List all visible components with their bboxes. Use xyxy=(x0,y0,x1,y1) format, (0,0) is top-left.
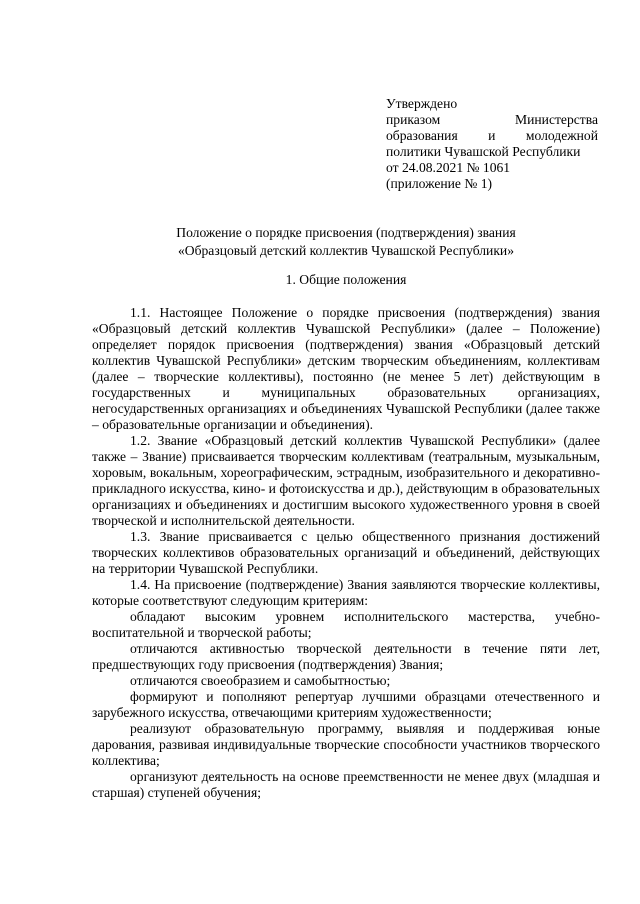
paragraph: 1.1. Настоящее Положение о порядке присвоения (подтверждения) звания «Образцовый детский коллектив Чувашской Республики» (далее – Положение) определяет порядок присвоения (подтверждения) звания «Образцовый детский коллектив Чувашской Республики» детским творческим объединениям, коллективам (далее – творческие коллективы), постоянно (не менее 5 лет) действующим в государственных и муниципальных образовательных организациях, негосударственных организациях и объединениях Чувашской Республики (далее также – образовательные организации и объединения). xyxy=(92,305,600,432)
document-title xyxy=(92,224,600,260)
paragraph: 1.4. На присвоение (подтверждение) Звания заявляются творческие коллективы, которые соответствуют следующим критериям: xyxy=(92,577,600,608)
approval-line: политики Чувашской Республики xyxy=(386,144,581,159)
paragraph: отличаются своеобразием и самобытностью; xyxy=(130,673,391,688)
section-heading: 1. Общие положения xyxy=(285,272,407,287)
paragraph: 1.3. Звание присваивается с целью общественного признания достижений творческих коллективов образовательных организаций и объединений, действующих на территории Чувашской Республики. xyxy=(92,529,600,576)
paragraph: отличаются активностью творческой деятельности в течение пяти лет, предшествующих году присвоения (подтверждения) Звания; xyxy=(92,641,600,672)
title-line: «Образцовый детский коллектив Чувашской Республики» xyxy=(177,243,515,258)
approval-line: Утверждено xyxy=(386,96,458,111)
approval-line: приказом Министерства xyxy=(386,112,598,127)
approval-line: образования и молодежной xyxy=(386,128,598,143)
paragraph: формируют и пополняют репертуар лучшими образцами отечественного и зарубежного искусства, отвечающими критериям художественности; xyxy=(92,689,600,720)
paragraph: организуют деятельность на основе преемственности не менее двух (младшая и старшая) ступеней обучения; xyxy=(92,769,600,800)
document-body xyxy=(92,305,600,801)
paragraph: 1.2. Звание «Образцовый детский коллектив Чувашской Республики» (далее также – Звание) присваивается творческим коллективам (театральным, музыкальным, хоровым, вокальным, хореографическим, эстрадным, изобразительного и декоративно-прикладного искусства, кино- и фотоискусства и др.), действующим в образовательных организациях и объединениях и достигшим высокого художественного уровня в своей творческой и исполнительской деятельности. xyxy=(92,433,600,528)
approval-stamp xyxy=(386,96,598,192)
paragraph: реализуют образовательную программу, выявляя и поддерживая юные дарования, развивая индивидуальные творческие способности участников творческого коллектива; xyxy=(92,721,600,768)
title-line: Положение о порядке присвоения (подтверждения) звания xyxy=(176,225,516,240)
paragraph: обладают высоким уровнем исполнительского мастерства, учебно-воспитательной и творческой работы; xyxy=(92,609,600,640)
approval-line: (приложение № 1) xyxy=(386,176,493,191)
approval-line: от 24.08.2021 № 1061 xyxy=(386,160,511,175)
